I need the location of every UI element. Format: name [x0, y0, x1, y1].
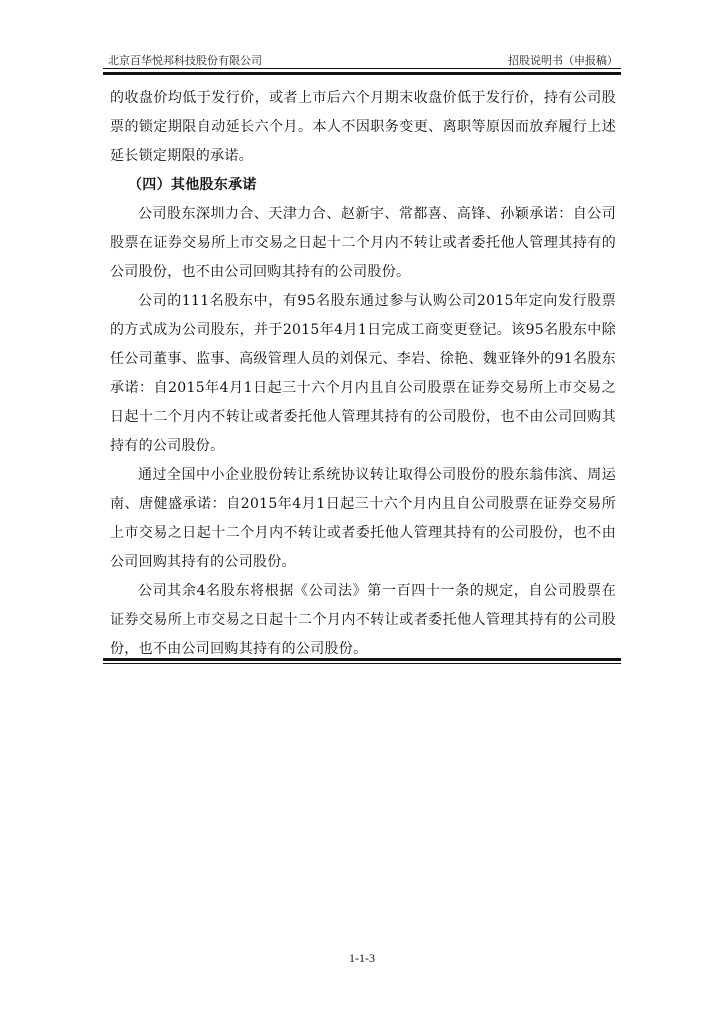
paragraph-lockup-extension: 的收盘价均低于发行价，或者上市后六个月期末收盘价低于发行价，持有公司股票的锁定期限自动延长六个月。本人不因职务变更、离职等原因而放弃履行上述延长锁定期限的承诺。 [110, 90, 616, 164]
header-rule-thin [103, 68, 621, 69]
section-heading: （四）其他股东承诺 [128, 177, 257, 193]
header-company-name: 北京百华悦邦科技股份有限公司 [108, 54, 262, 67]
bottom-rule-thick [103, 658, 621, 661]
bottom-rule-thin [103, 663, 621, 664]
header-document-type: 招股说明书（申报稿） [508, 54, 618, 67]
paragraph-remaining-shareholders: 公司其余4名股东将根据《公司法》第一百四十一条的规定，自公司股票在证券交易所上市交易之日起十二个月内不转让或者委托他人管理其持有的公司股份，也不由公司回购其持有的公司股份。 [110, 583, 616, 657]
paragraph-shareholder-commitment: 公司股东深圳力合、天津力合、赵新宇、常都喜、高锋、孙颖承诺：自公司股票在证券交易所上市交易之日起十二个月内不转让或者委托他人管理其持有的公司股份，也不由公司回购其持有的公司股份。 [110, 206, 616, 280]
paragraph-neeq-transfer-shareholders: 通过全国中小企业股份转让系统协议转让取得公司股份的股东翁伟滨、周运南、唐健盛承诺：自2015年4月1日起三十六个月内且自公司股票在证券交易所上市交易之日起十二个月内不转让或者委托他人管理其持有的公司股份，也不由公司回购其持有的公司股份。 [110, 467, 616, 570]
header-rule-thick [103, 72, 621, 75]
page-number: 1-1-3 [349, 951, 375, 965]
document-body [110, 84, 616, 664]
paragraph-private-placement-shareholders: 公司的111名股东中，有95名股东通过参与认购公司2015年定向发行股票的方式成为公司股东，并于2015年4月1日完成工商变更登记。该95名股东中除任公司董事、监事、高级管理人员的刘保元、李岩、徐艳、魏亚锋外的91名股东承诺：自2015年4月1日起三十六个月内且自公司股票在证券交易所上市交易之日起十二个月内不转让或者委托他人管理其持有的公司股份，也不由公司回购其持有的公司股份。 [110, 293, 616, 454]
